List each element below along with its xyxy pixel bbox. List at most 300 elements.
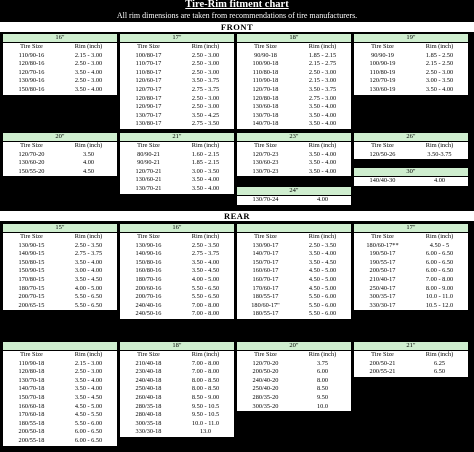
column-header-row	[120, 142, 234, 151]
tire-size-cell: 180/55-17	[252, 293, 279, 301]
tire-size-cell: 180/70-15	[18, 284, 45, 292]
table-row	[120, 159, 234, 168]
tire-size-header: Tire Size	[371, 142, 394, 149]
tire-size-cell: 180/55-17	[252, 310, 279, 318]
rim-width-cell: 3.50 - 4.50	[74, 393, 103, 401]
rim-width-cell: 3.50 - 4.00	[308, 167, 337, 175]
tire-size-cell: 130/70-18	[252, 111, 279, 119]
rim-width-header: Rim (inch)	[425, 233, 454, 240]
table-row	[237, 86, 351, 95]
rim-width-cell: 3.50 - 4.00	[191, 184, 220, 192]
table-row	[237, 259, 351, 268]
rim-width-cell: 6.00	[316, 368, 329, 376]
table-row	[354, 52, 468, 61]
rim-width-cell: 6.00 - 6.50	[425, 267, 454, 275]
fitment-table	[353, 132, 469, 160]
rim-diameter-header: 21"	[354, 342, 468, 351]
rim-width-cell: 3.50 - 4.00	[191, 176, 220, 184]
tire-size-cell: 200/60-16	[135, 284, 162, 292]
table-row	[3, 403, 117, 412]
table-row	[354, 276, 468, 285]
tire-size-cell: 260/40-18	[135, 393, 162, 401]
fitment-table	[353, 33, 469, 96]
rim-width-cell: 6.00 - 6.50	[425, 258, 454, 266]
tire-size-header: Tire Size	[20, 142, 43, 149]
rim-width-cell: 4.50 - 5.00	[308, 284, 337, 292]
table-row	[237, 120, 351, 129]
rim-width-cell: 5.50 - 6.50	[191, 284, 220, 292]
rim-width-cell: 4.50 - 5.50	[74, 411, 103, 419]
table-row	[120, 360, 234, 369]
table-row	[354, 60, 468, 69]
table-row	[354, 86, 468, 95]
table-row	[354, 285, 468, 294]
rim-width-header: Rim (inch)	[425, 43, 454, 50]
table-row	[120, 385, 234, 394]
table-row	[120, 293, 234, 302]
tire-size-cell: 120/80-18	[18, 368, 45, 376]
tire-size-cell: 110/80-18	[252, 68, 279, 76]
table-row	[237, 77, 351, 86]
table-row	[3, 302, 117, 311]
tire-size-header: Tire Size	[254, 351, 277, 358]
tire-size-cell: 200/65-15	[18, 301, 45, 309]
tire-size-cell: 120/50-26	[369, 150, 396, 158]
tire-size-cell: 150/90-15	[18, 267, 45, 275]
rim-width-cell: 3.50 - 4.50	[74, 275, 103, 283]
table-row	[3, 60, 117, 69]
tire-size-cell: 180/60-17"	[251, 301, 280, 309]
table-row	[3, 420, 117, 429]
table-row	[237, 103, 351, 112]
table-row	[237, 250, 351, 259]
table-row	[3, 437, 117, 446]
tire-size-header: Tire Size	[137, 43, 160, 50]
table-row	[237, 310, 351, 319]
tire-size-cell: 150/80-16	[18, 85, 45, 93]
table-row	[3, 285, 117, 294]
table-row	[3, 86, 117, 95]
tire-size-header: Tire Size	[371, 43, 394, 50]
rim-width-cell: 2.50 - 3.00	[425, 68, 454, 76]
tire-size-cell: 330/30-18	[135, 428, 162, 436]
rim-width-cell: 3.50 - 4.00	[74, 385, 103, 393]
table-row	[237, 168, 351, 177]
tire-size-cell: 160/60-17	[252, 267, 279, 275]
table-row	[354, 242, 468, 251]
rim-width-cell: 3.50 - 4.50	[191, 267, 220, 275]
rim-width-cell: 7.00 - 8.00	[425, 275, 454, 283]
tire-size-cell: 110/90-18	[252, 77, 279, 85]
table-row	[3, 242, 117, 251]
rim-diameter-header: 18"	[120, 342, 234, 351]
tire-size-cell: 100/90-18	[252, 60, 279, 68]
table-row	[237, 302, 351, 311]
tire-size-cell: 140/70-18	[18, 385, 45, 393]
table-row	[354, 259, 468, 268]
rim-width-cell: 7.00 - 8.00	[191, 368, 220, 376]
rim-width-cell: 2.50 - 3.00	[191, 60, 220, 68]
rim-width-cell: 3.00 - 4.00	[74, 267, 103, 275]
table-row	[3, 168, 117, 177]
tire-size-cell: 160/70-17	[252, 275, 279, 283]
tire-size-cell: 200/50-17	[369, 267, 396, 275]
rim-diameter-header: 20"	[237, 342, 351, 351]
table-row	[354, 151, 468, 160]
tire-size-cell: 100/80-17	[135, 51, 162, 59]
rim-width-cell: 6.00 - 6.50	[74, 436, 103, 444]
table-row	[237, 52, 351, 61]
tire-size-cell: 120/80-16	[18, 60, 45, 68]
table-row	[237, 368, 351, 377]
rim-width-cell: 3.50 - 3.75	[308, 85, 337, 93]
rim-width-cell: 3.50 - 4.00	[74, 85, 103, 93]
tire-size-cell: 300/35-20	[252, 402, 279, 410]
table-row	[3, 368, 117, 377]
table-row	[120, 377, 234, 386]
tire-size-cell: 200/70-15	[18, 293, 45, 301]
table-row	[120, 428, 234, 437]
rim-width-cell: 4.50 - 5.00	[308, 275, 337, 283]
table-row	[3, 267, 117, 276]
column-header-row	[237, 43, 351, 52]
tire-size-cell: 110/80-19	[369, 68, 396, 76]
table-row	[3, 159, 117, 168]
table-row	[3, 394, 117, 403]
table-row	[354, 250, 468, 259]
fitment-table	[119, 132, 235, 195]
tire-size-cell: 120/60-17	[135, 77, 162, 85]
table-row	[120, 276, 234, 285]
tire-size-cell: 130/70-23	[252, 167, 279, 175]
rim-diameter-header: 24"	[237, 187, 351, 196]
rim-width-cell: 3.50 - 4.00	[308, 111, 337, 119]
rim-width-cell: 5.50 - 6.50	[74, 301, 103, 309]
rim-width-cell: 3.50 - 4.50	[308, 258, 337, 266]
rim-width-cell: 10.0	[316, 402, 329, 410]
rim-diameter-header	[237, 224, 351, 233]
rim-width-cell: 5.50 - 6.00	[308, 310, 337, 318]
table-row	[120, 52, 234, 61]
rim-width-cell: 8.50	[316, 385, 329, 393]
tire-size-cell: 200/50-20	[252, 368, 279, 376]
tire-size-cell: 80/90-21	[137, 150, 160, 158]
tire-size-cell: 160/60-18	[18, 402, 45, 410]
tire-size-cell: 150/80-16	[135, 258, 162, 266]
tire-size-cell: 240/40-18	[135, 376, 162, 384]
tire-size-cell: 150/80-15	[18, 258, 45, 266]
tire-size-cell: 240/40-20	[252, 376, 279, 384]
table-row	[237, 267, 351, 276]
table-row	[237, 242, 351, 251]
column-header-row	[3, 351, 117, 360]
tire-size-cell: 130/70-21	[135, 184, 162, 192]
rim-width-cell: 3.50-3.75	[427, 150, 452, 158]
rim-width-cell: 2.15 - 3.00	[308, 77, 337, 85]
rim-width-header: Rim (inch)	[191, 142, 220, 149]
tire-size-cell: 120/80-18	[252, 94, 279, 102]
column-header-row	[120, 233, 234, 242]
fitment-table	[2, 132, 118, 177]
fitment-table	[236, 132, 352, 177]
rim-diameter-header: 16"	[3, 34, 117, 43]
table-row	[354, 368, 468, 377]
table-row	[3, 69, 117, 78]
rim-width-cell: 3.50 - 4.00	[74, 258, 103, 266]
tire-size-cell: 280/35-18	[135, 402, 162, 410]
rim-width-cell: 6.00 - 6.50	[74, 428, 103, 436]
table-row	[3, 385, 117, 394]
table-row	[120, 368, 234, 377]
tire-size-header: Tire Size	[20, 43, 43, 50]
rim-width-header: Rim (inch)	[308, 233, 337, 240]
rim-width-cell: 2.50 - 3.00	[191, 68, 220, 76]
tire-size-cell: 150/70-18	[18, 393, 45, 401]
tire-size-cell: 160/80-16	[135, 267, 162, 275]
table-row	[120, 86, 234, 95]
table-row	[120, 120, 234, 129]
table-row	[237, 276, 351, 285]
rim-width-cell: 3.50 - 4.00	[74, 68, 103, 76]
table-row	[237, 385, 351, 394]
tire-size-cell: 100/90-19	[369, 60, 396, 68]
rim-width-cell: 5.50 - 6.00	[308, 301, 337, 309]
rim-width-cell: 3.50 - 4.00	[308, 120, 337, 128]
rear-section-label: REAR	[0, 211, 474, 221]
rim-diameter-header: 30"	[354, 168, 468, 177]
rim-width-cell: 7.00 - 8.00	[191, 301, 220, 309]
rim-width-cell: 9.50 - 10.5	[191, 411, 220, 419]
tire-size-cell: 140/70-17	[252, 250, 279, 258]
table-row	[3, 250, 117, 259]
table-row	[120, 394, 234, 403]
table-row	[3, 52, 117, 61]
column-header-row	[354, 233, 468, 242]
rim-width-cell: 5.50 - 6.00	[308, 293, 337, 301]
rim-width-cell: 4.00 - 5.00	[191, 275, 220, 283]
rim-width-cell: 7.00 - 8.00	[191, 310, 220, 318]
rim-width-cell: 2.50 - 3.50	[308, 241, 337, 249]
table-row	[120, 250, 234, 259]
table-row	[3, 259, 117, 268]
tire-size-cell: 170/60-17	[252, 284, 279, 292]
tire-size-cell: 330/30-17	[369, 301, 396, 309]
rim-width-header: Rim (inch)	[308, 142, 337, 149]
tire-size-cell: 240/40-16	[135, 301, 162, 309]
tire-size-header: Tire Size	[137, 233, 160, 240]
rim-width-cell: 8.50 - 9.00	[191, 393, 220, 401]
table-row	[354, 69, 468, 78]
rim-width-cell: 3.50 - 4.00	[74, 376, 103, 384]
tire-size-cell: 280/35-20	[252, 393, 279, 401]
rim-width-header: Rim (inch)	[74, 351, 103, 358]
tire-size-cell: 230/40-18	[135, 368, 162, 376]
tire-size-cell: 200/55-18	[18, 436, 45, 444]
tire-size-cell: 90/90-21	[137, 159, 160, 167]
tire-size-cell: 180/55-18	[18, 419, 45, 427]
table-row	[3, 151, 117, 160]
tire-size-cell: 170/60-18	[18, 411, 45, 419]
table-row	[120, 310, 234, 319]
tire-size-cell: 90/90-18	[254, 51, 277, 59]
tire-size-cell: 130/90-17	[252, 241, 279, 249]
table-row	[120, 302, 234, 311]
table-row	[120, 77, 234, 86]
rim-width-cell: 2.15 - 2.75	[308, 60, 337, 68]
column-header-row	[3, 43, 117, 52]
rim-width-cell: 3.50 - 4.25	[191, 111, 220, 119]
rim-width-cell: 5.50 - 6.50	[191, 293, 220, 301]
tire-size-cell: 130/90-15	[18, 241, 45, 249]
tire-size-cell: 180/60-17**	[366, 241, 399, 249]
rim-width-cell: 1.85 - 2.50	[425, 51, 454, 59]
rim-width-cell: 3.50 - 4.00	[425, 85, 454, 93]
table-row	[120, 259, 234, 268]
column-header-row	[3, 142, 117, 151]
table-row	[237, 196, 351, 205]
rim-width-cell: 5.50 - 6.00	[74, 419, 103, 427]
table-row	[237, 360, 351, 369]
tire-size-cell: 120/80-17	[135, 94, 162, 102]
tire-size-cell: 120/70-21	[135, 167, 162, 175]
rim-diameter-header: 23"	[237, 133, 351, 142]
rim-width-cell: 3.50 - 4.00	[308, 150, 337, 158]
table-row	[120, 403, 234, 412]
chart-title: Tire-Rim fitment chart	[185, 0, 289, 10]
tire-size-cell: 140/90-16	[135, 250, 162, 258]
rim-width-header: Rim (inch)	[191, 233, 220, 240]
table-row	[120, 242, 234, 251]
table-row	[237, 377, 351, 386]
column-header-row	[237, 142, 351, 151]
table-row	[120, 411, 234, 420]
table-row	[120, 112, 234, 121]
rim-width-cell: 2.15 - 3.00	[74, 51, 103, 59]
rim-width-cell: 6.25	[433, 359, 446, 367]
rim-width-cell: 2.75 - 3.00	[308, 94, 337, 102]
table-row	[120, 185, 234, 194]
rim-width-cell: 2.50 - 3.00	[74, 77, 103, 85]
tire-size-header: Tire Size	[20, 351, 43, 358]
table-row	[237, 159, 351, 168]
table-row	[120, 285, 234, 294]
rim-diameter-header	[3, 342, 117, 351]
rim-width-cell: 6.00 - 6.50	[425, 250, 454, 258]
tire-size-cell: 90/90-19	[371, 51, 394, 59]
fitment-table	[353, 223, 469, 311]
table-row	[3, 411, 117, 420]
rim-width-cell: 2.50 - 3.00	[308, 68, 337, 76]
tire-size-cell: 200/50-21	[369, 359, 396, 367]
tire-size-cell: 140/70-18	[252, 120, 279, 128]
tire-size-cell: 130/60-20	[18, 159, 45, 167]
tire-size-cell: 130/60-18	[252, 103, 279, 111]
table-row	[354, 267, 468, 276]
table-row	[237, 403, 351, 412]
rim-width-cell: 8.00	[316, 376, 329, 384]
fitment-table	[119, 33, 235, 130]
column-header-row	[354, 351, 468, 360]
fitment-table	[353, 341, 469, 378]
rim-diameter-header: 21"	[120, 133, 234, 142]
table-row	[3, 377, 117, 386]
tire-size-cell: 300/35-17	[369, 293, 396, 301]
rim-width-header: Rim (inch)	[425, 351, 454, 358]
table-row	[120, 267, 234, 276]
rim-width-cell: 8.00 - 8.50	[191, 385, 220, 393]
rim-width-cell: 2.15 - 2.50	[425, 60, 454, 68]
tire-size-cell: 110/90-18	[18, 359, 45, 367]
rim-width-header: Rim (inch)	[74, 142, 103, 149]
rim-width-cell: 4.00 - 5.00	[74, 284, 103, 292]
rim-diameter-header: 19"	[354, 34, 468, 43]
rim-width-cell: 3.50 - 4.00	[308, 103, 337, 111]
table-row	[120, 168, 234, 177]
fitment-table	[2, 341, 118, 447]
column-header-row	[3, 233, 117, 242]
rim-diameter-header: 20"	[3, 133, 117, 142]
rim-width-cell: 2.75 - 3.50	[191, 120, 220, 128]
rim-width-cell: 4.00	[316, 196, 329, 203]
tire-size-cell: 120/90-17	[135, 103, 162, 111]
tire-size-cell: 130/70-18	[18, 376, 45, 384]
tire-size-cell: 240/50-16	[135, 310, 162, 318]
table-row	[237, 60, 351, 69]
tire-size-cell: 250/40-18	[135, 385, 162, 393]
rim-width-cell: 2.50 - 3.00	[191, 94, 220, 102]
rim-width-cell: 4.00	[433, 177, 446, 184]
rim-diameter-header: 17"	[120, 34, 234, 43]
tire-size-cell: 210/40-17	[369, 275, 396, 283]
rim-diameter-header: 26"	[354, 133, 468, 142]
table-row	[237, 69, 351, 78]
rim-width-cell: 2.50 - 3.00	[74, 368, 103, 376]
fitment-table	[236, 223, 352, 320]
tire-size-cell: 250/40-20	[252, 385, 279, 393]
table-row	[120, 103, 234, 112]
rim-width-cell: 4.50 - 5	[429, 241, 450, 249]
column-header-row	[120, 43, 234, 52]
chart-subtitle: All rim dimensions are taken from recommendations of tire manufacturers.	[116, 11, 358, 20]
tire-size-cell: 120/70-18	[252, 85, 279, 93]
rim-width-cell: 8.00 - 8.50	[191, 376, 220, 384]
rim-width-cell: 4.00	[82, 159, 95, 167]
table-row	[237, 95, 351, 104]
rim-width-cell: 3.50	[82, 150, 95, 158]
rim-width-cell: 3.50 - 4.00	[308, 250, 337, 258]
table-row	[120, 95, 234, 104]
tire-size-cell: 120/70-19	[369, 77, 396, 85]
rim-width-header: Rim (inch)	[308, 351, 337, 358]
rim-width-cell: 3.50 - 3.75	[191, 77, 220, 85]
rim-width-cell: 2.50 - 3.00	[191, 51, 220, 59]
fitment-table	[2, 223, 118, 311]
tire-size-header: Tire Size	[371, 351, 394, 358]
rim-width-header: Rim (inch)	[191, 43, 220, 50]
rim-width-cell: 3.50 - 4.00	[191, 258, 220, 266]
rim-width-cell: 1.85 - 2.15	[191, 159, 220, 167]
column-header-row	[237, 233, 351, 242]
rim-diameter-header: 15"	[3, 224, 117, 233]
rim-diameter-header: 17"	[354, 224, 468, 233]
rim-width-cell: 2.15 - 3.00	[74, 359, 103, 367]
rim-width-cell: 3.75	[316, 359, 329, 367]
column-header-row	[237, 351, 351, 360]
table-row	[3, 276, 117, 285]
tire-size-cell: 130/90-16	[135, 241, 162, 249]
table-row	[237, 151, 351, 160]
table-row	[3, 360, 117, 369]
